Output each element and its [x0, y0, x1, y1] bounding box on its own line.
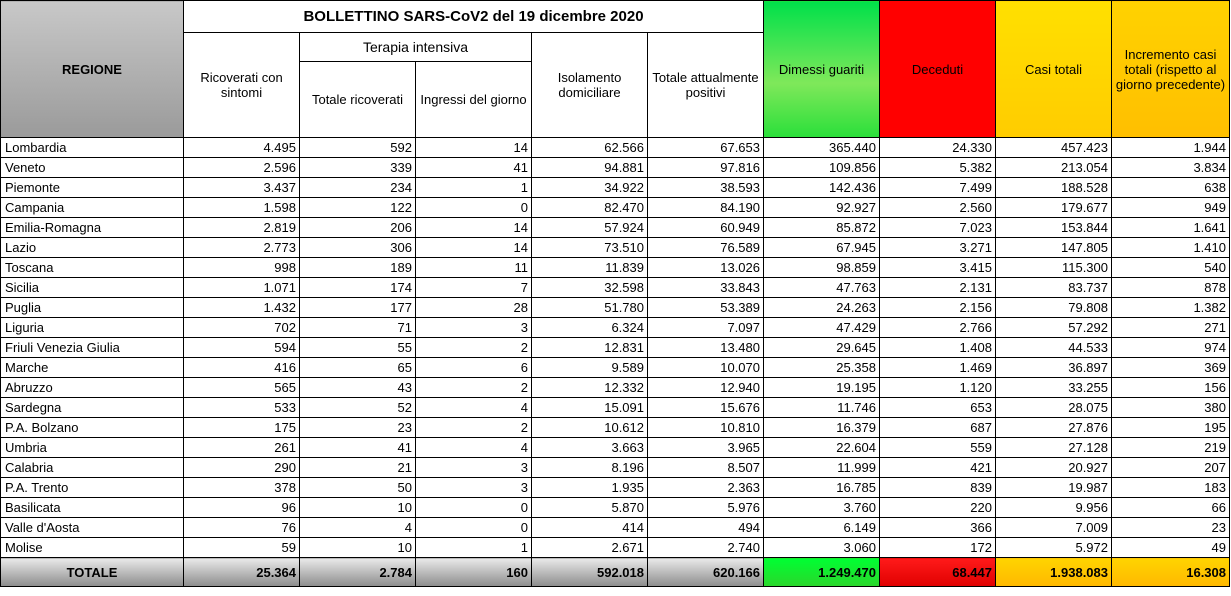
region-name: Veneto — [1, 158, 184, 178]
cell-positivi: 13.480 — [648, 338, 764, 358]
cell-ricoverati: 533 — [184, 398, 300, 418]
region-name: Piemonte — [1, 178, 184, 198]
cell-deceduti: 421 — [880, 458, 996, 478]
cell-ricoverati: 565 — [184, 378, 300, 398]
cell-casi: 28.075 — [996, 398, 1112, 418]
cell-deceduti: 559 — [880, 438, 996, 458]
cell-deceduti: 1.469 — [880, 358, 996, 378]
cell-dimessi: 365.440 — [764, 138, 880, 158]
region-name: Friuli Venezia Giulia — [1, 338, 184, 358]
region-name: Puglia — [1, 298, 184, 318]
cell-terapia: 43 — [300, 378, 416, 398]
cell-terapia: 21 — [300, 458, 416, 478]
table-row — [1, 218, 1230, 238]
table-row — [1, 458, 1230, 478]
cell-ricoverati: 3.437 — [184, 178, 300, 198]
table-row — [1, 138, 1230, 158]
cell-ricoverati: 261 — [184, 438, 300, 458]
cell-isolamento: 8.196 — [532, 458, 648, 478]
header-isolamento: Isolamento domiciliare — [532, 33, 648, 138]
cell-casi: 115.300 — [996, 258, 1112, 278]
cell-casi: 457.423 — [996, 138, 1112, 158]
table-row — [1, 198, 1230, 218]
cell-isolamento: 11.839 — [532, 258, 648, 278]
cell-terapia: 306 — [300, 238, 416, 258]
cell-positivi: 8.507 — [648, 458, 764, 478]
region-name: Sardegna — [1, 398, 184, 418]
totale-dimessi: 1.249.470 — [764, 558, 880, 587]
header-ricoverati: Ricoverati con sintomi — [184, 33, 300, 138]
cell-ricoverati: 96 — [184, 498, 300, 518]
cell-incremento: 219 — [1112, 438, 1230, 458]
cell-casi: 83.737 — [996, 278, 1112, 298]
cell-isolamento: 34.922 — [532, 178, 648, 198]
table-row — [1, 438, 1230, 458]
cell-ingressi: 3 — [416, 318, 532, 338]
cell-incremento: 49 — [1112, 538, 1230, 558]
totale-label: TOTALE — [1, 558, 184, 587]
cell-ingressi: 3 — [416, 478, 532, 498]
cell-ricoverati: 2.819 — [184, 218, 300, 238]
region-name: Sicilia — [1, 278, 184, 298]
region-name: Campania — [1, 198, 184, 218]
cell-incremento: 380 — [1112, 398, 1230, 418]
cell-terapia: 189 — [300, 258, 416, 278]
totale-incremento: 16.308 — [1112, 558, 1230, 587]
cell-ingressi: 2 — [416, 338, 532, 358]
cell-casi: 5.972 — [996, 538, 1112, 558]
cell-positivi: 5.976 — [648, 498, 764, 518]
cell-positivi: 12.940 — [648, 378, 764, 398]
cell-isolamento: 414 — [532, 518, 648, 538]
table-row — [1, 178, 1230, 198]
table-row — [1, 418, 1230, 438]
region-name: Umbria — [1, 438, 184, 458]
cell-dimessi: 16.379 — [764, 418, 880, 438]
cell-ingressi: 1 — [416, 178, 532, 198]
cell-isolamento: 51.780 — [532, 298, 648, 318]
cell-ingressi: 1 — [416, 538, 532, 558]
cell-casi: 20.927 — [996, 458, 1112, 478]
cell-incremento: 183 — [1112, 478, 1230, 498]
header-terapia-intensiva: Terapia intensiva — [300, 33, 532, 62]
cell-isolamento: 12.332 — [532, 378, 648, 398]
cell-dimessi: 3.760 — [764, 498, 880, 518]
table-row — [1, 338, 1230, 358]
cell-ingressi: 0 — [416, 198, 532, 218]
region-name: Marche — [1, 358, 184, 378]
cell-incremento: 156 — [1112, 378, 1230, 398]
cell-deceduti: 2.131 — [880, 278, 996, 298]
cell-terapia: 23 — [300, 418, 416, 438]
cell-deceduti: 653 — [880, 398, 996, 418]
cell-terapia: 339 — [300, 158, 416, 178]
cell-incremento: 1.641 — [1112, 218, 1230, 238]
cell-terapia: 592 — [300, 138, 416, 158]
cell-incremento: 66 — [1112, 498, 1230, 518]
cell-ricoverati: 76 — [184, 518, 300, 538]
cell-ingressi: 6 — [416, 358, 532, 378]
cell-isolamento: 62.566 — [532, 138, 648, 158]
table-row — [1, 318, 1230, 338]
cell-positivi: 53.389 — [648, 298, 764, 318]
cell-casi: 19.987 — [996, 478, 1112, 498]
cell-dimessi: 25.358 — [764, 358, 880, 378]
cell-isolamento: 82.470 — [532, 198, 648, 218]
cell-ingressi: 4 — [416, 438, 532, 458]
region-name: Emilia-Romagna — [1, 218, 184, 238]
cell-positivi: 10.810 — [648, 418, 764, 438]
cell-dimessi: 6.149 — [764, 518, 880, 538]
region-name: Valle d'Aosta — [1, 518, 184, 538]
cell-positivi: 67.653 — [648, 138, 764, 158]
cell-terapia: 65 — [300, 358, 416, 378]
cell-incremento: 3.834 — [1112, 158, 1230, 178]
cell-incremento: 23 — [1112, 518, 1230, 538]
table-row — [1, 478, 1230, 498]
cell-dimessi: 109.856 — [764, 158, 880, 178]
cell-casi: 44.533 — [996, 338, 1112, 358]
cell-terapia: 10 — [300, 538, 416, 558]
cell-positivi: 33.843 — [648, 278, 764, 298]
cell-positivi: 76.589 — [648, 238, 764, 258]
cell-ricoverati: 1.071 — [184, 278, 300, 298]
cell-deceduti: 7.499 — [880, 178, 996, 198]
cell-ricoverati: 59 — [184, 538, 300, 558]
cell-ingressi: 0 — [416, 518, 532, 538]
cell-ricoverati: 998 — [184, 258, 300, 278]
cell-isolamento: 94.881 — [532, 158, 648, 178]
table-row — [1, 378, 1230, 398]
totale-ricoverati: 25.364 — [184, 558, 300, 587]
totale-ingressi: 160 — [416, 558, 532, 587]
header-totale-positivi: Totale attualmente positivi — [648, 33, 764, 138]
totale-terapia: 2.784 — [300, 558, 416, 587]
region-name: P.A. Trento — [1, 478, 184, 498]
table-row — [1, 158, 1230, 178]
cell-incremento: 1.944 — [1112, 138, 1230, 158]
cell-isolamento: 3.663 — [532, 438, 648, 458]
totale-isolamento: 592.018 — [532, 558, 648, 587]
cell-deceduti: 2.156 — [880, 298, 996, 318]
cell-deceduti: 366 — [880, 518, 996, 538]
cell-casi: 188.528 — [996, 178, 1112, 198]
region-name: Toscana — [1, 258, 184, 278]
header-deceduti: Deceduti — [880, 1, 996, 138]
table-row — [1, 358, 1230, 378]
cell-ingressi: 14 — [416, 238, 532, 258]
table-row — [1, 238, 1230, 258]
cell-positivi: 7.097 — [648, 318, 764, 338]
cell-casi: 27.876 — [996, 418, 1112, 438]
cell-ricoverati: 1.598 — [184, 198, 300, 218]
table-row — [1, 278, 1230, 298]
cell-dimessi: 47.763 — [764, 278, 880, 298]
cell-ingressi: 11 — [416, 258, 532, 278]
cell-incremento: 638 — [1112, 178, 1230, 198]
cell-ricoverati: 378 — [184, 478, 300, 498]
table-row — [1, 298, 1230, 318]
cell-terapia: 55 — [300, 338, 416, 358]
cell-ingressi: 28 — [416, 298, 532, 318]
header-incremento: Incremento casi totali (rispetto al giorno precedente) — [1112, 1, 1230, 138]
cell-deceduti: 1.408 — [880, 338, 996, 358]
cell-positivi: 3.965 — [648, 438, 764, 458]
table-body — [1, 138, 1230, 558]
cell-dimessi: 16.785 — [764, 478, 880, 498]
region-name: Lombardia — [1, 138, 184, 158]
cell-positivi: 60.949 — [648, 218, 764, 238]
table-row — [1, 398, 1230, 418]
cell-deceduti: 24.330 — [880, 138, 996, 158]
region-name: Lazio — [1, 238, 184, 258]
cell-dimessi: 24.263 — [764, 298, 880, 318]
cell-positivi: 2.740 — [648, 538, 764, 558]
cell-positivi: 15.676 — [648, 398, 764, 418]
cell-dimessi: 67.945 — [764, 238, 880, 258]
cell-casi: 179.677 — [996, 198, 1112, 218]
cell-ingressi: 3 — [416, 458, 532, 478]
cell-terapia: 52 — [300, 398, 416, 418]
table-row — [1, 498, 1230, 518]
cell-dimessi: 11.746 — [764, 398, 880, 418]
cell-ingressi: 4 — [416, 398, 532, 418]
cell-casi: 36.897 — [996, 358, 1112, 378]
cell-dimessi: 11.999 — [764, 458, 880, 478]
cell-casi: 57.292 — [996, 318, 1112, 338]
totale-casi: 1.938.083 — [996, 558, 1112, 587]
cell-dimessi: 22.604 — [764, 438, 880, 458]
cell-ricoverati: 175 — [184, 418, 300, 438]
cell-ricoverati: 1.432 — [184, 298, 300, 318]
cell-casi: 147.805 — [996, 238, 1112, 258]
cell-deceduti: 5.382 — [880, 158, 996, 178]
cell-ricoverati: 594 — [184, 338, 300, 358]
table-row — [1, 518, 1230, 538]
cell-incremento: 1.382 — [1112, 298, 1230, 318]
cell-incremento: 540 — [1112, 258, 1230, 278]
cell-casi: 213.054 — [996, 158, 1112, 178]
cell-terapia: 122 — [300, 198, 416, 218]
cell-isolamento: 9.589 — [532, 358, 648, 378]
cell-ingressi: 41 — [416, 158, 532, 178]
cell-dimessi: 19.195 — [764, 378, 880, 398]
cell-deceduti: 3.271 — [880, 238, 996, 258]
cell-terapia: 177 — [300, 298, 416, 318]
cell-isolamento: 12.831 — [532, 338, 648, 358]
cell-casi: 33.255 — [996, 378, 1112, 398]
table-row — [1, 258, 1230, 278]
cell-terapia: 206 — [300, 218, 416, 238]
region-name: Molise — [1, 538, 184, 558]
cell-isolamento: 2.671 — [532, 538, 648, 558]
cell-terapia: 10 — [300, 498, 416, 518]
cell-incremento: 207 — [1112, 458, 1230, 478]
cell-terapia: 71 — [300, 318, 416, 338]
cell-incremento: 974 — [1112, 338, 1230, 358]
cell-positivi: 494 — [648, 518, 764, 538]
bulletin-title: BOLLETTINO SARS-CoV2 del 19 dicembre 2020 — [184, 1, 764, 33]
cell-ricoverati: 2.773 — [184, 238, 300, 258]
cell-deceduti: 3.415 — [880, 258, 996, 278]
cell-terapia: 50 — [300, 478, 416, 498]
region-name: Calabria — [1, 458, 184, 478]
header-regione: REGIONE — [1, 1, 184, 138]
cell-casi: 27.128 — [996, 438, 1112, 458]
cell-ricoverati: 290 — [184, 458, 300, 478]
cell-isolamento: 15.091 — [532, 398, 648, 418]
cell-dimessi: 142.436 — [764, 178, 880, 198]
cell-casi: 79.808 — [996, 298, 1112, 318]
cell-deceduti: 1.120 — [880, 378, 996, 398]
region-name: Liguria — [1, 318, 184, 338]
cell-isolamento: 32.598 — [532, 278, 648, 298]
cell-isolamento: 6.324 — [532, 318, 648, 338]
cell-ricoverati: 416 — [184, 358, 300, 378]
cell-ingressi: 2 — [416, 378, 532, 398]
cell-ingressi: 14 — [416, 218, 532, 238]
cell-isolamento: 10.612 — [532, 418, 648, 438]
header-totale-ricoverati: Totale ricoverati — [300, 62, 416, 138]
cell-isolamento: 5.870 — [532, 498, 648, 518]
cell-deceduti: 687 — [880, 418, 996, 438]
totale-row — [1, 558, 1230, 587]
cell-terapia: 234 — [300, 178, 416, 198]
cell-incremento: 949 — [1112, 198, 1230, 218]
cell-terapia: 41 — [300, 438, 416, 458]
cell-dimessi: 47.429 — [764, 318, 880, 338]
cell-isolamento: 73.510 — [532, 238, 648, 258]
cell-deceduti: 2.766 — [880, 318, 996, 338]
cell-ricoverati: 4.495 — [184, 138, 300, 158]
cell-isolamento: 57.924 — [532, 218, 648, 238]
region-name: Abruzzo — [1, 378, 184, 398]
cell-deceduti: 220 — [880, 498, 996, 518]
cell-dimessi: 29.645 — [764, 338, 880, 358]
cell-incremento: 271 — [1112, 318, 1230, 338]
cell-dimessi: 3.060 — [764, 538, 880, 558]
region-name: Basilicata — [1, 498, 184, 518]
region-name: P.A. Bolzano — [1, 418, 184, 438]
totale-deceduti: 68.447 — [880, 558, 996, 587]
cell-incremento: 878 — [1112, 278, 1230, 298]
cell-positivi: 10.070 — [648, 358, 764, 378]
cell-dimessi: 85.872 — [764, 218, 880, 238]
header-dimessi: Dimessi guariti — [764, 1, 880, 138]
cell-deceduti: 839 — [880, 478, 996, 498]
cell-terapia: 174 — [300, 278, 416, 298]
cell-isolamento: 1.935 — [532, 478, 648, 498]
cell-ingressi: 7 — [416, 278, 532, 298]
table-row — [1, 538, 1230, 558]
cell-casi: 9.956 — [996, 498, 1112, 518]
cell-ingressi: 0 — [416, 498, 532, 518]
cell-dimessi: 98.859 — [764, 258, 880, 278]
cell-positivi: 97.816 — [648, 158, 764, 178]
cell-incremento: 195 — [1112, 418, 1230, 438]
cell-positivi: 13.026 — [648, 258, 764, 278]
cell-positivi: 2.363 — [648, 478, 764, 498]
cell-deceduti: 2.560 — [880, 198, 996, 218]
cell-casi: 7.009 — [996, 518, 1112, 538]
cell-positivi: 38.593 — [648, 178, 764, 198]
cell-ricoverati: 702 — [184, 318, 300, 338]
cell-incremento: 1.410 — [1112, 238, 1230, 258]
cell-ingressi: 14 — [416, 138, 532, 158]
cell-deceduti: 172 — [880, 538, 996, 558]
cell-ingressi: 2 — [416, 418, 532, 438]
cell-dimessi: 92.927 — [764, 198, 880, 218]
header-casi-totali: Casi totali — [996, 1, 1112, 138]
cell-casi: 153.844 — [996, 218, 1112, 238]
cell-positivi: 84.190 — [648, 198, 764, 218]
cell-incremento: 369 — [1112, 358, 1230, 378]
cell-deceduti: 7.023 — [880, 218, 996, 238]
cell-terapia: 4 — [300, 518, 416, 538]
header-ingressi: Ingressi del giorno — [416, 62, 532, 138]
cell-ricoverati: 2.596 — [184, 158, 300, 178]
totale-positivi: 620.166 — [648, 558, 764, 587]
